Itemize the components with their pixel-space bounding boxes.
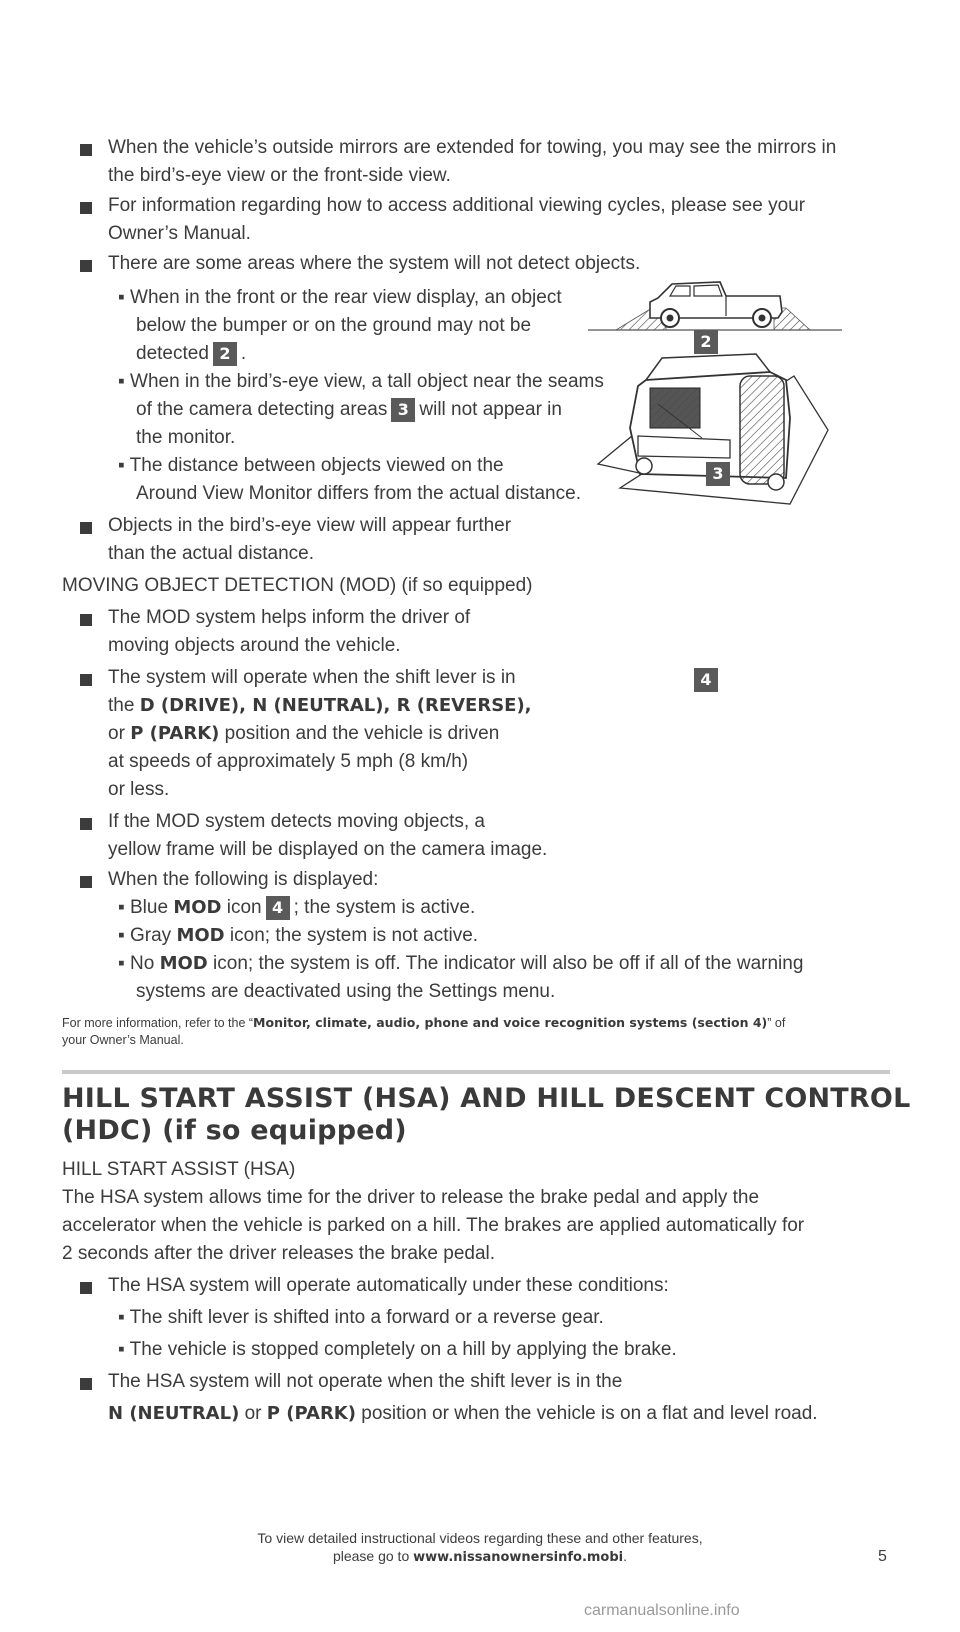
sub-bullet: systems are deactivated using the Settings menu. (136, 981, 556, 1002)
sub-bullet: Around View Monitor differs from the actual distance. (136, 483, 581, 504)
bullet-marker (80, 260, 92, 272)
bullet-text: When the following is displayed: (108, 869, 379, 890)
bold-neutral: N (NEUTRAL) (108, 1403, 240, 1424)
bold-mod: MOD (176, 925, 225, 946)
text-run: ▪ Blue (118, 897, 169, 919)
bullet-text (108, 722, 499, 746)
sub-bullet: ▪ The shift lever is shifted into a forward or a reverse gear. (118, 1307, 604, 1328)
paragraph-line: 2 seconds after the driver releases the brake pedal. (62, 1243, 496, 1264)
sub-bullet-text: . (240, 343, 247, 365)
paragraph-line: The HSA system allows time for the driver to release the brake pedal and apply the (62, 1187, 760, 1208)
sub-bullet (118, 952, 803, 976)
sub-bullet: below the bumper or on the ground may not be (136, 315, 532, 336)
bullet-text: The system will operate when the shift lever is in (108, 667, 516, 688)
bold-mod: MOD (173, 897, 222, 919)
sub-bullet-text: detected (136, 343, 209, 365)
bullet-text: For information regarding how to access additional viewing cycles, please see your (108, 195, 806, 216)
paragraph-line: accelerator when the vehicle is parked on a hill. The brakes are applied automatically for (62, 1215, 805, 1236)
bold-park: P (PARK) (266, 1403, 356, 1424)
bullet-marker (80, 674, 92, 686)
text-run: ▪ No (118, 953, 155, 974)
bold-gear-names: D (DRIVE), N (NEUTRAL), R (REVERSE), (139, 695, 532, 716)
figure-label-3: 3 (706, 462, 730, 486)
text-run: icon (226, 897, 262, 919)
bullet-marker (80, 522, 92, 534)
text-run: For more information, refer to the “ (62, 1016, 254, 1030)
page-number: 5 (878, 1548, 887, 1565)
sub-bullet (118, 924, 478, 948)
bullet-text: than the actual distance. (108, 543, 314, 564)
bullet-marker (80, 818, 92, 830)
bullet-text: When the vehicle’s outside mirrors are extended for towing, you may see the mirrors in (108, 137, 837, 158)
bullet-text (108, 694, 532, 718)
text-run: . (623, 1548, 628, 1564)
bullet-text (108, 1402, 818, 1426)
text-run: icon; the system is not active. (229, 925, 479, 946)
section-subheading: MOVING OBJECT DETECTION (MOD) (if so equipped) (62, 575, 533, 596)
figure-label-2: 2 (694, 330, 718, 354)
footer-url-link[interactable]: www.nissanownersinfo.mobi (413, 1550, 624, 1565)
sub-bullet-text: will not appear in (419, 399, 562, 421)
text-run: the (108, 695, 135, 716)
bullet-marker (80, 202, 92, 214)
text-run: or (244, 1403, 262, 1424)
bullet-text: The HSA system will not operate when the shift lever is in the (108, 1371, 623, 1392)
bullet-text: Objects in the bird’s-eye view will appear further (108, 515, 512, 536)
bullet-marker (80, 876, 92, 888)
bold-mod: MOD (159, 953, 208, 974)
text-run: ” of (767, 1016, 786, 1030)
bullet-marker (80, 614, 92, 626)
bullet-text: There are some areas where the system will not detect objects. (108, 253, 641, 274)
sub-bullet: ▪ When in the bird’s-eye view, a tall object near the seams (118, 371, 604, 392)
text-run: or (108, 723, 125, 744)
reference-note: your Owner’s Manual. (62, 1033, 184, 1047)
bullet-text: moving objects around the vehicle. (108, 635, 401, 656)
side-view-truck (588, 282, 842, 330)
section-title: (HDC) (if so equipped) (62, 1115, 407, 1146)
sub-bullet: ▪ When in the front or the rear view display, an object (118, 287, 562, 308)
text-run: ▪ Gray (118, 925, 172, 946)
figure-label-4: 4 (694, 668, 718, 692)
bullet-marker (80, 1378, 92, 1390)
bullet-text: or less. (108, 779, 170, 800)
bold-park: P (PARK) (130, 723, 220, 744)
bold-reference: Monitor, climate, audio, phone and voice recognition systems (section 4) (253, 1015, 768, 1030)
bullet-text: at speeds of approximately 5 mph (8 km/h) (108, 751, 469, 772)
section-divider (62, 1070, 890, 1074)
bullet-marker (80, 1282, 92, 1294)
bullet-text: Owner’s Manual. (108, 223, 251, 244)
callout-badge-2: 2 (213, 342, 237, 366)
sub-bullet (118, 896, 475, 920)
bullet-marker (80, 144, 92, 156)
sub-bullet (136, 398, 562, 422)
vehicle-illustration (580, 268, 850, 558)
callout-badge-3: 3 (391, 398, 415, 422)
sub-bullet: the monitor. (136, 427, 236, 448)
reference-note (62, 1014, 785, 1032)
bullet-text: The MOD system helps inform the driver of (108, 607, 471, 628)
section-subheading: HILL START ASSIST (HSA) (62, 1159, 296, 1180)
sub-bullet-text: of the camera detecting areas (136, 399, 388, 421)
section-title: HILL START ASSIST (HSA) AND HILL DESCENT CONTROL (62, 1083, 911, 1114)
footer-line: To view detailed instructional videos regarding these and other features, (257, 1530, 703, 1546)
text-run: position and the vehicle is driven (224, 723, 500, 744)
bullet-text: yellow frame will be displayed on the camera image. (108, 839, 548, 860)
sub-bullet: ▪ The distance between objects viewed on the (118, 455, 504, 476)
bullet-text: the bird’s-eye view or the front-side view. (108, 165, 451, 186)
callout-badge-4: 4 (266, 896, 290, 920)
sub-bullet (136, 342, 246, 366)
bullet-text: The HSA system will operate automatically under these conditions: (108, 1275, 669, 1296)
text-run: icon; the system is off. The indicator will also be off if all of the warning (213, 953, 804, 974)
text-run: ; the system is active. (293, 897, 476, 919)
bullet-text: If the MOD system detects moving objects, a (108, 811, 485, 832)
text-run: please go to (332, 1548, 410, 1564)
watermark: carmanualsonline.info (584, 1602, 740, 1619)
footer-line (250, 1548, 710, 1566)
text-run: position or when the vehicle is on a flat and level road. (361, 1403, 818, 1424)
sub-bullet: ▪ The vehicle is stopped completely on a hill by applying the brake. (118, 1339, 677, 1360)
